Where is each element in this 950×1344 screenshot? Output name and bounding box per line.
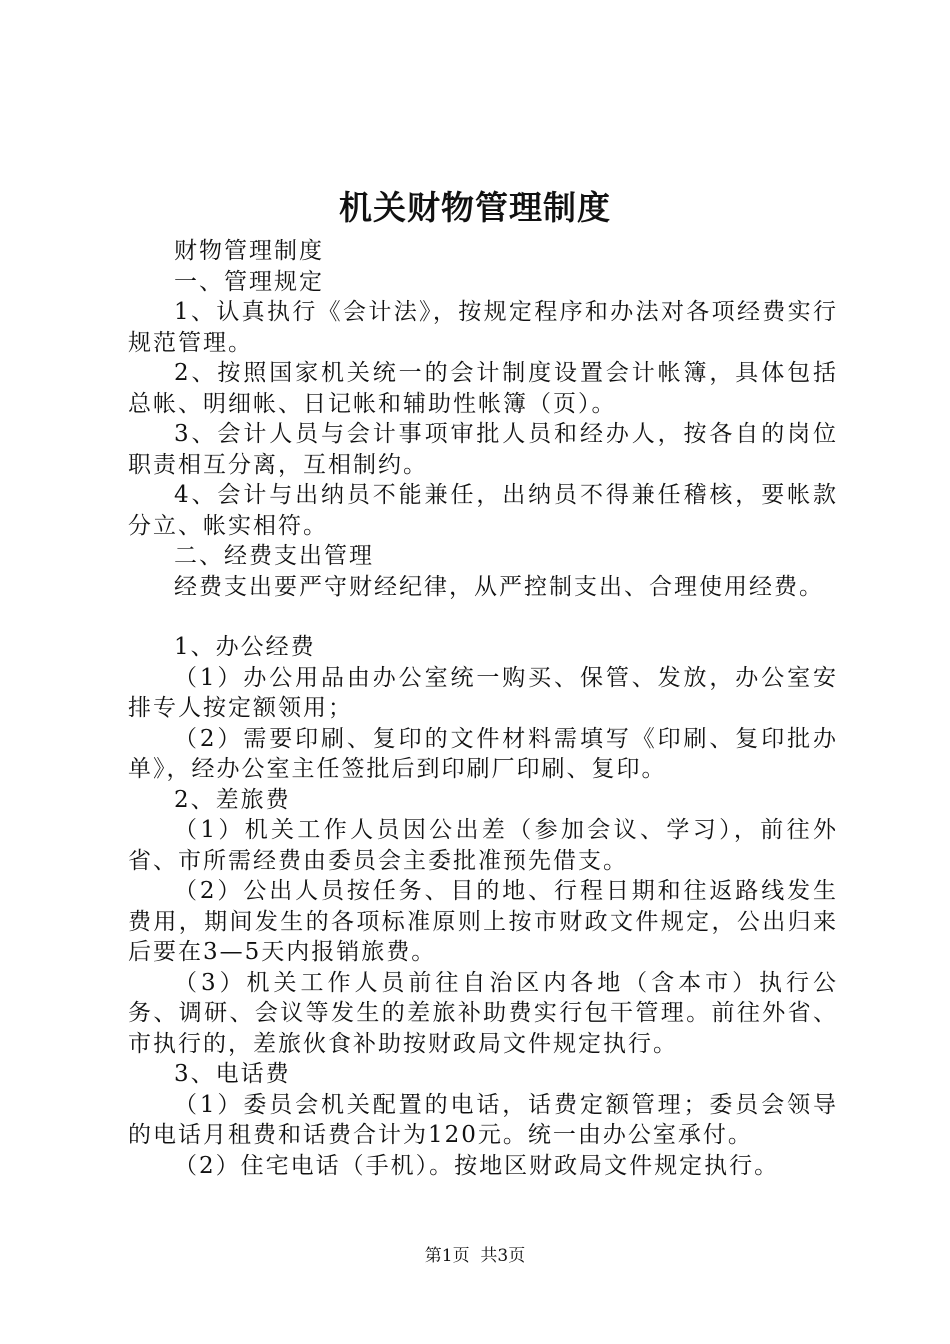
blank-line <box>128 602 838 632</box>
paragraph: 经费支出要严守财经纪律，从严控制支出、合理使用经费。 <box>174 573 824 600</box>
paragraph: 2、按照国家机关统一的会计制度设置会计帐簿，具体包括总帐、明细帐、日记帐和辅助性帐簿（页）。 <box>128 360 838 417</box>
page-number: 第1页 <box>424 1246 470 1266</box>
section-heading: 一、管理规定 <box>174 268 324 295</box>
page-footer <box>0 1244 950 1268</box>
section-heading: 二、经费支出管理 <box>174 543 374 569</box>
paragraph: （1）机关工作人员因公出差（参加会议、学习），前往外省、市所需经费由委员会主委批准预先借支。 <box>128 817 838 874</box>
paragraph: （2）住宅电话（手机）。按地区财政局文件规定执行。 <box>174 1152 780 1179</box>
footer-spacer <box>470 1246 481 1266</box>
paragraph: 4、会计与出纳员不能兼任，出纳员不得兼任稽核，要帐款分立、帐实相符。 <box>128 482 838 539</box>
page-total: 共3页 <box>480 1246 526 1266</box>
subsection-heading: 3、电话费 <box>174 1061 291 1087</box>
paragraph: （3）机关工作人员前往自治区内各地（含本市）执行公务、调研、会议等发生的差旅补助费实行包干管理。前往外省、市执行的，差旅伙食补助按财政局文件规定执行。 <box>128 969 838 1057</box>
document-title: 机关财物管理制度 <box>339 188 611 227</box>
paragraph: （2）需要印刷、复印的文件材料需填写《印刷、复印批办单》，经办公室主任签批后到印刷厂印刷、复印。 <box>128 725 838 782</box>
paragraph: 3、会计人员与会计事项审批人员和经办人，按各自的岗位职责相互分离，互相制约。 <box>128 421 838 478</box>
document-body <box>128 236 838 1181</box>
paragraph: （1）委员会机关配置的电话，话费定额管理；委员会领导的电话月租费和话费合计为120元。统一由办公室承付。 <box>128 1091 838 1148</box>
subsection-heading: 2、差旅费 <box>174 786 291 813</box>
paragraph-heading: 财物管理制度 <box>174 238 324 264</box>
subsection-heading: 1、办公经费 <box>174 634 316 660</box>
paragraph: （2）公出人员按任务、目的地、行程日期和往返路线发生费用，期间发生的各项标准原则上按市财政文件规定，公出归来后要在3—5天内报销旅费。 <box>128 878 838 965</box>
paragraph: （1）办公用品由办公室统一购买、保管、发放，办公室安排专人按定额领用； <box>128 664 838 721</box>
paragraph: 1、认真执行《会计法》，按规定程序和办法对各项经费实行规范管理。 <box>128 299 838 356</box>
